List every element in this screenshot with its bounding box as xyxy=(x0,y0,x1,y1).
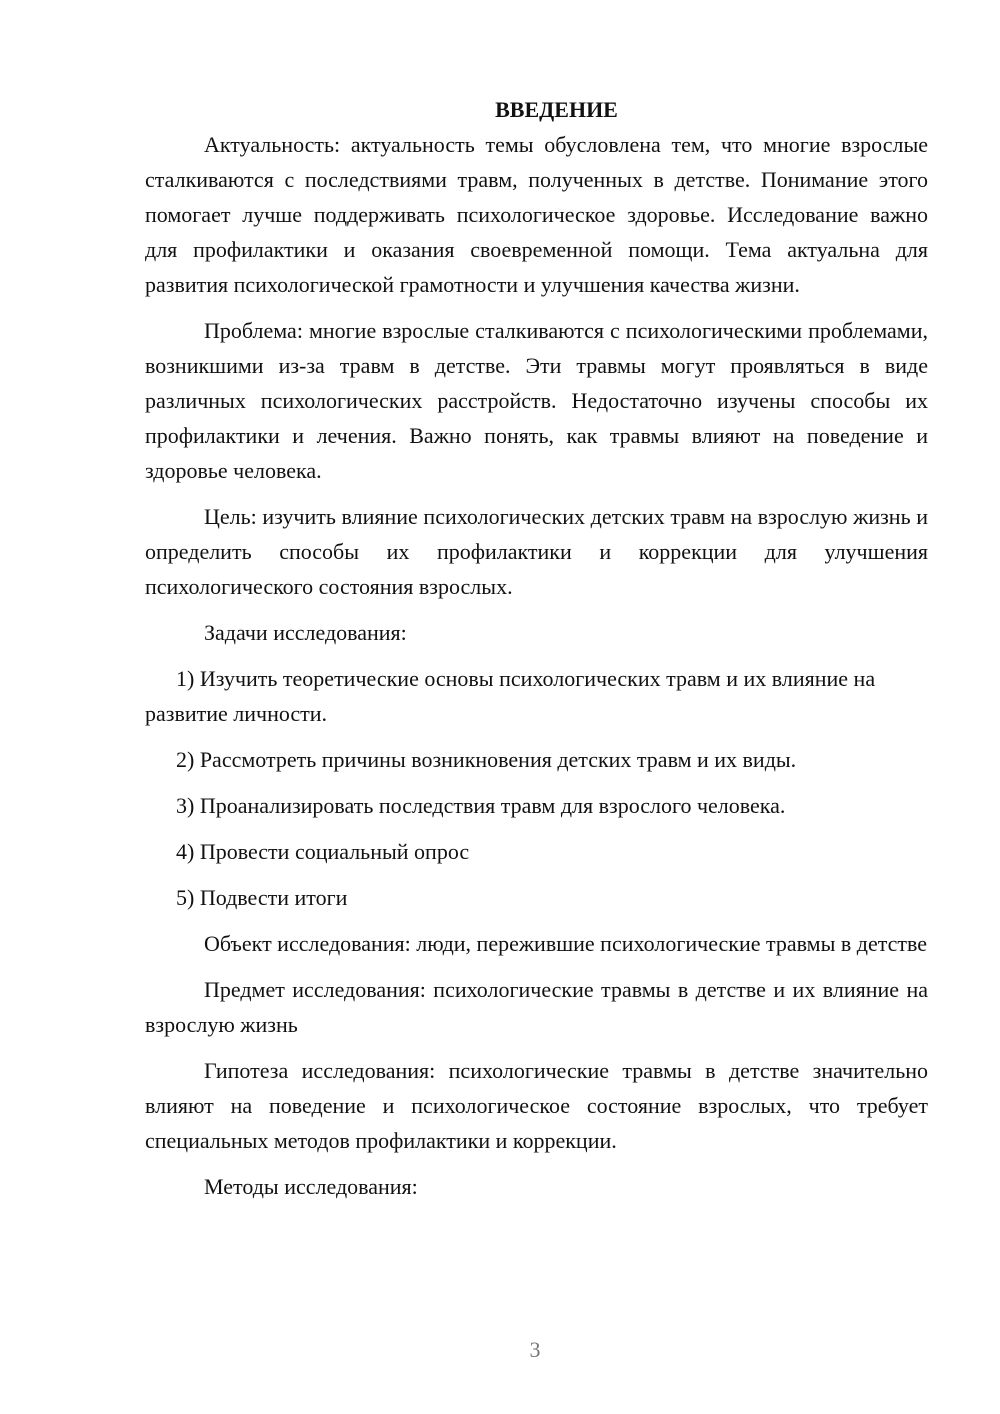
methods-paragraph: Методы исследования: xyxy=(204,1174,418,1199)
text-column xyxy=(145,92,928,1215)
hypothesis-paragraph: Гипотеза исследования: психологические травмы в детстве значительно влияют на поведение и психологическое состояние взрослых, что требует специальных методов профилактики и коррекции. xyxy=(145,1058,928,1153)
subject-paragraph: Предмет исследования: психологические травмы в детстве и их влияние на взрослую жизнь xyxy=(145,977,928,1037)
tasks-heading: Задачи исследования: xyxy=(204,620,407,645)
task-item-2: 2) Рассмотреть причины возникновения детских травм и их виды. xyxy=(176,747,797,772)
task-item-4: 4) Провести социальный опрос xyxy=(176,839,470,864)
page-title: ВВЕДЕНИЕ xyxy=(495,97,618,122)
object-paragraph: Объект исследования: люди, пережившие психологические травмы в детстве xyxy=(204,931,928,956)
task-item-1: 1) Изучить теоретические основы психологических травм и их влияние на развитие личности. xyxy=(145,666,876,726)
task-item-5: 5) Подвести итоги xyxy=(176,885,348,910)
relevance-paragraph: Актуальность: актуальность темы обусловлена тем, что многие взрослые сталкиваются с последствиями травм, полученных в детстве. Понимание этого помогает лучше поддерживать психологическое здоровье. Исследование важно для профилактики и оказания своевременной помощи. Тема актуальна для развития психологической грамотности и улучшения качества жизни. xyxy=(145,132,928,297)
page-number: 3 xyxy=(529,1337,541,1362)
goal-paragraph: Цель: изучить влияние психологических детских травм на взрослую жизнь и определить способы их профилактики и коррекции для улучшения психологического состояния взрослых. xyxy=(145,504,928,599)
task-item-3: 3) Проанализировать последствия травм для взрослого человека. xyxy=(176,793,786,818)
problem-paragraph: Проблема: многие взрослые сталкиваются с психологическими проблемами, возникшими из-за травм в детстве. Эти травмы могут проявляться в виде различных психологических расстройств. Недостаточно изучены способы их профилактики и лечения. Важно понять, как травмы влияют на поведение и здоровье человека. xyxy=(145,318,928,483)
